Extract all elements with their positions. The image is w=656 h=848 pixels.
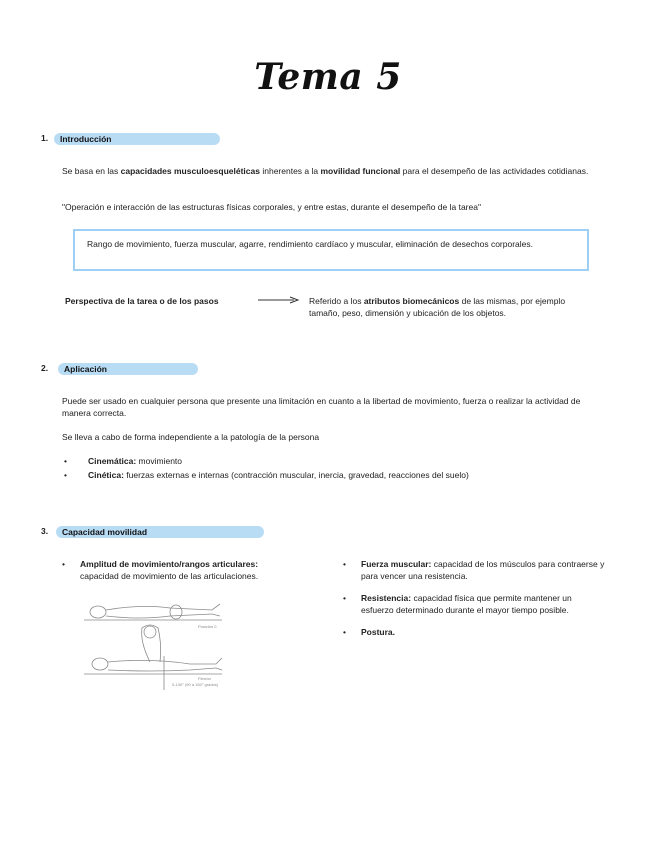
list-item: • Cinética: fuerzas externas e internas (contracción muscular, inercia, gravedad, reacciones del suelo) [64,469,604,481]
aplicacion-bullet-list [64,455,604,483]
page-title: Tema 5 [254,56,402,98]
intro-paragraph: Se basa en las capacidades musculoesqueléticas inherentes a la movilidad funcional para el desempeño de las actividades cotidianas. [62,166,589,176]
arrow-right-icon [258,296,300,304]
list-item: • Postura. [343,626,605,638]
perspective-label: Perspectiva de la tarea o de los pasos [65,296,219,306]
section-3-heading: Capacidad movilidad [56,526,264,538]
list-item: • Fuerza muscular: capacidad de los músculos para contraerse y para vencer una resistencia. [343,558,605,582]
intro-highlight-box [73,229,589,271]
perspective-text: Referido a los atributos biomecánicos de las mismas, por ejemplo tamaño, peso, dimensión y ubicación de los objetos. [309,296,566,318]
list-item: • Cinemática: movimiento [64,455,604,467]
section-3-number: 3. [41,526,49,536]
list-item: • Resistencia: capacidad física que permite mantener un esfuerzo determinado durante el mayor tiempo posible. [343,592,605,616]
capacidad-right-list [343,558,605,640]
figure-caption-1: Posición 0 [198,624,217,629]
list-item: • Amplitud de movimiento/rangos articulares: capacidad de movimiento de las articulaciones. [62,558,307,582]
section-2-number: 2. [41,363,49,373]
figure-caption-3: 0-130° (90 a 150° grados) [172,682,219,687]
section-1-heading: Introducción [54,133,220,145]
aplicacion-paragraph: Puede ser usado en cualquier persona que presente una limitación en cuanto a la libertad de movimiento, fuerza o realizar la actividad de manera correcta. [62,396,581,418]
range-of-motion-figure [80,592,230,692]
section-1-number: 1. [41,133,49,143]
intro-quote: "Operación e interacción de las estructuras físicas corporales, y entre estas, durante el desempeño de la tarea" [62,202,481,212]
aplicacion-paragraph-2: Se lleva a cabo de forma independiente a la patología de la persona [62,432,320,442]
section-2-heading: Aplicación [58,363,198,375]
figure-caption-2: Flexión [198,676,211,681]
capacidad-left-list [62,558,307,584]
intro-box-text: Rango de movimiento, fuerza muscular, agarre, rendimiento cardíaco y muscular, eliminación de desechos corporales. [87,239,534,249]
